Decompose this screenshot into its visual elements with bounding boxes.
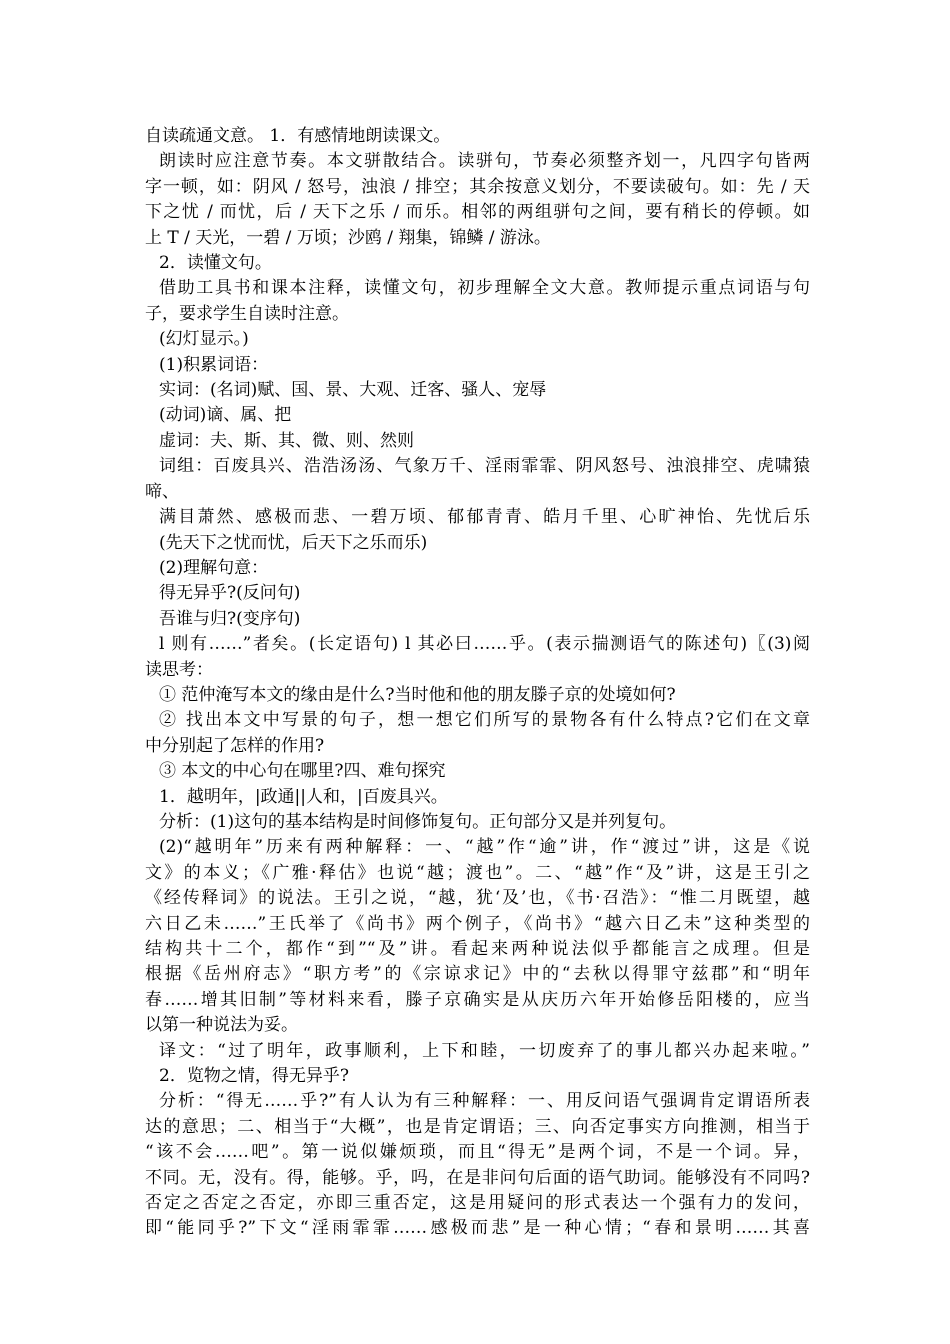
text-line: 读思考： <box>145 659 213 680</box>
text-line: 实词：(名词)赋、国、景、大观、迁客、骚人、宠辱 <box>159 380 547 401</box>
text-line: 结构共十二个，都作“到”“及”讲。看起来两种说法似乎都能言之成理。但是 <box>145 939 810 959</box>
text-line: (动词)谪、属、把 <box>159 405 292 426</box>
text-line: ① 范仲淹写本文的缘由是什么?当时他和他的朋友滕子京的处境如何? <box>159 684 676 705</box>
text-line: 子，要求学生自读时注意。 <box>145 303 349 324</box>
text-line: (先天下之忧而忧，后天下之乐而乐) <box>159 532 428 553</box>
text-line: 自读疏通文意。 1．有感情地朗读课文。 <box>145 126 451 146</box>
text-line: 啼、 <box>145 481 179 502</box>
text-line: 根据《岳州府志》“职方考”的《宗谅求记》中的“去秋以得罪守兹郡”和“明年 <box>145 964 810 985</box>
text-line: 译文：“过了明年，政事顺利，上下和睦，一切废弃了的事儿都兴办起来啦。” <box>159 1040 810 1061</box>
text-line: 得无异乎?(反问句) <box>159 583 301 604</box>
text-line: 中分别起了怎样的作用? <box>145 735 325 756</box>
text-line: 借助工具书和课本注释，读懂文句，初步理解全文大意。教师提示重点词语与句 <box>159 278 810 299</box>
text-line: 吾谁与归?(变序句) <box>159 608 301 629</box>
text-line: (1)积累词语： <box>159 354 269 375</box>
text-line: 即“能同乎?”下文“淫雨霏霏……感极而悲”是一种心情；“春和景明……其喜 <box>145 1218 810 1239</box>
text-line: 以第一种说法为妥。 <box>145 1015 298 1036</box>
text-line: 分析：(1)这句的基本结构是时间修饰复句。正句部分又是并列复句。 <box>159 811 677 832</box>
text-line: ② 找出本文中写景的句子，想一想它们所写的景物各有什么特点?它们在文章 <box>159 710 810 731</box>
text-line: 否定之否定之否定，亦即三重否定，这是用疑问的形式表达一个强有力的发问， <box>145 1193 810 1214</box>
text-line: 分析：“得无……乎?”有人认为有三种解释：一、用反问语气强调肯定谓语所表 <box>159 1091 810 1112</box>
text-line: “该不会……吧”。第一说似嫌烦琐，而且“得无”是两个词，不是一个词。异， <box>145 1142 810 1163</box>
text-line: 字一顿，如：阴风 / 怒号，浊浪 / 排空；其余按意义划分，不要读破句。如：先 / 天 <box>145 176 810 197</box>
text-line: 1．越明年，|政通||人和，|百废具兴。 <box>159 786 448 807</box>
text-line: 上 T / 天光，一碧 / 万顷；沙鸥 / 翔集，锦鳞 / 游泳。 <box>145 227 551 248</box>
text-line: (幻灯显示。) <box>159 329 249 350</box>
text-line: 词组：百废具兴、浩浩汤汤、气象万千、淫雨霏霏、阴风怒号、浊浪排空、虎啸猿 <box>159 456 810 477</box>
text-line: ③ 本文的中心句在哪里?四、难句探究 <box>159 761 446 782</box>
text-line: (2)“越明年”历来有两种解释：一、“越”作“逾”讲，作“渡过”讲，这是《说 <box>159 837 810 858</box>
text-line: 六日乙未……”王氏举了《尚书》两个例子，《尚书》“越六日乙未”这种类型的 <box>145 913 810 934</box>
text-line: 2．览物之情，得无异乎? <box>159 1066 349 1087</box>
text-line: 下之忧 / 而忧，后 / 天下之乐 / 而乐。相邻的两组骈句之间，要有稍长的停顿。如 <box>145 202 810 223</box>
text-line: 朗读时应注意节奏。本文骈散结合。读骈句，节奏必须整齐划一，凡四字句皆两 <box>159 151 810 172</box>
text-line: 文》的本义；《广雅·释估》也说“越；渡也”。二、“越”作“及”讲，这是王引之 <box>145 862 810 883</box>
text-line: l 则有……”者矣。(长定语句) l 其必曰……乎。(表示揣测语气的陈述句)〖(3)阅 <box>159 634 810 655</box>
document-page <box>145 124 810 1242</box>
text-line: 《经传释词》的说法。王引之说，“越，犹‘及’也，《书·召浩》：“惟二月既望，越 <box>145 888 810 909</box>
text-line: 2．读懂文句。 <box>159 253 272 274</box>
text-line: 春……增其旧制”等材料来看，滕子京确实是从庆历六年开始修岳阳楼的，应当 <box>145 989 810 1010</box>
text-line: 达的意思；二、相当于“大概”，也是肯定谓语；三、向否定事实方向推测，相当于 <box>145 1116 810 1137</box>
text-line: 虚词：夫、斯、其、微、则、然则 <box>159 430 414 451</box>
text-line: (2)理解句意： <box>159 557 269 578</box>
text-line: 满目萧然、感极而悲、一碧万顷、郁郁青青、皓月千里、心旷神怡、先忧后乐 <box>159 507 810 528</box>
text-line: 不同。无，没有。得，能够。乎，吗，在是非问句后面的语气助词。能够没有不同吗? <box>145 1167 810 1188</box>
